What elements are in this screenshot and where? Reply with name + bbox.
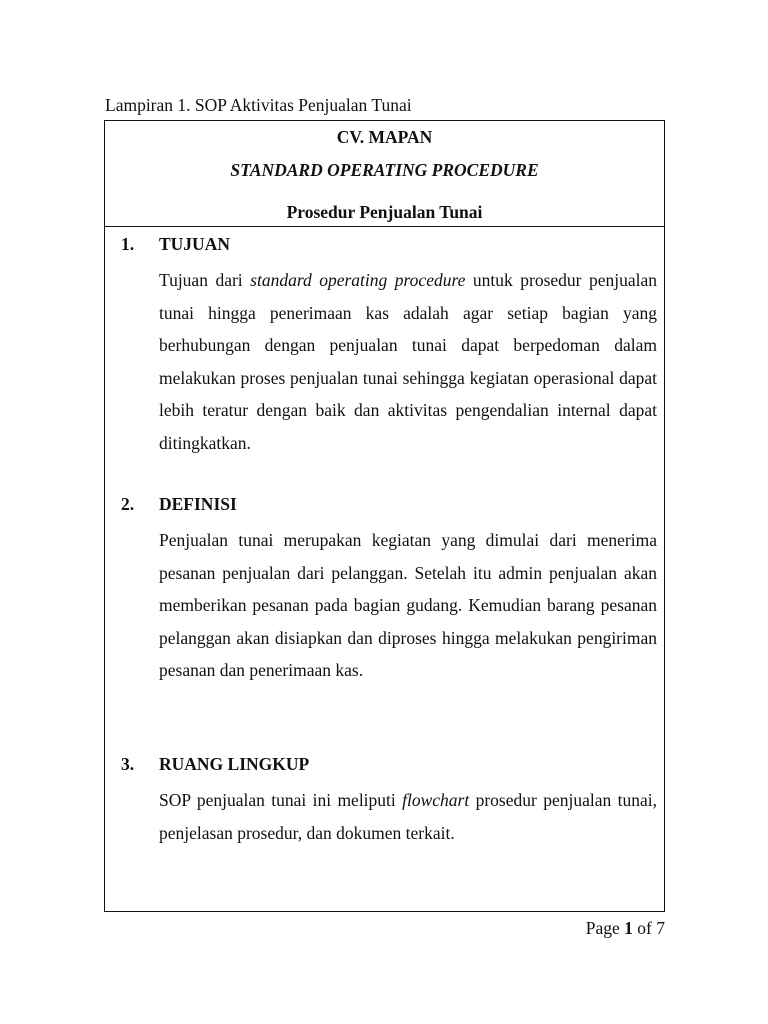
section-body: Penjualan tunai merupakan kegiatan yang dimulai dari menerima pesanan penjualan dari pelanggan. Setelah itu admin penjualan akan memberikan pesanan pada bagian gudang. Kemudian barang pesanan pelanggan akan disiapkan dan diproses hingga melakukan pengiriman pesanan dan penerimaan kas. xyxy=(159,530,657,680)
company-name: CV. MAPAN xyxy=(336,127,433,147)
sop-header xyxy=(105,121,664,227)
section-body xyxy=(159,264,657,459)
section-heading: DEFINISI xyxy=(159,494,237,514)
body-text: untuk prosedur penjualan tunai hingga penerimaan kas adalah agar setiap bagian yang berhubungan dengan penjualan tunai dapat berpedoman dalam melakukan proses penjualan tunai sehingga kegiatan operasional dapat lebih teratur dengan baik dan aktivitas pengendalian internal dapat ditingkatkan. xyxy=(159,270,658,453)
page-number xyxy=(586,918,665,939)
italic-term: standard operating procedure xyxy=(250,270,466,290)
procedure-title: Prosedur Penjualan Tunai xyxy=(286,202,483,222)
current-page: 1 xyxy=(624,918,633,938)
italic-term: flowchart xyxy=(402,790,470,810)
section-number: 1. xyxy=(121,234,135,254)
body-text: prosedur penjualan tunai, penjelasan prosedur, dan dokumen terkait. xyxy=(159,790,657,843)
body-text: SOP penjualan tunai ini meliputi xyxy=(159,790,403,810)
section-number: 2. xyxy=(121,494,135,514)
section-heading: TUJUAN xyxy=(159,234,230,254)
body-text: Tujuan dari xyxy=(159,270,251,290)
document-caption: Lampiran 1. SOP Aktivitas Penjualan Tunai xyxy=(105,95,412,115)
sop-title: STANDARD OPERATING PROCEDURE xyxy=(230,160,539,180)
section-number: 3. xyxy=(121,754,135,774)
sop-document-box xyxy=(104,120,665,912)
total-pages: 7 xyxy=(656,918,665,938)
of-label: of xyxy=(637,918,652,938)
page-label: Page xyxy=(585,918,620,938)
section-heading: RUANG LINGKUP xyxy=(159,754,310,774)
section-body xyxy=(159,784,657,849)
